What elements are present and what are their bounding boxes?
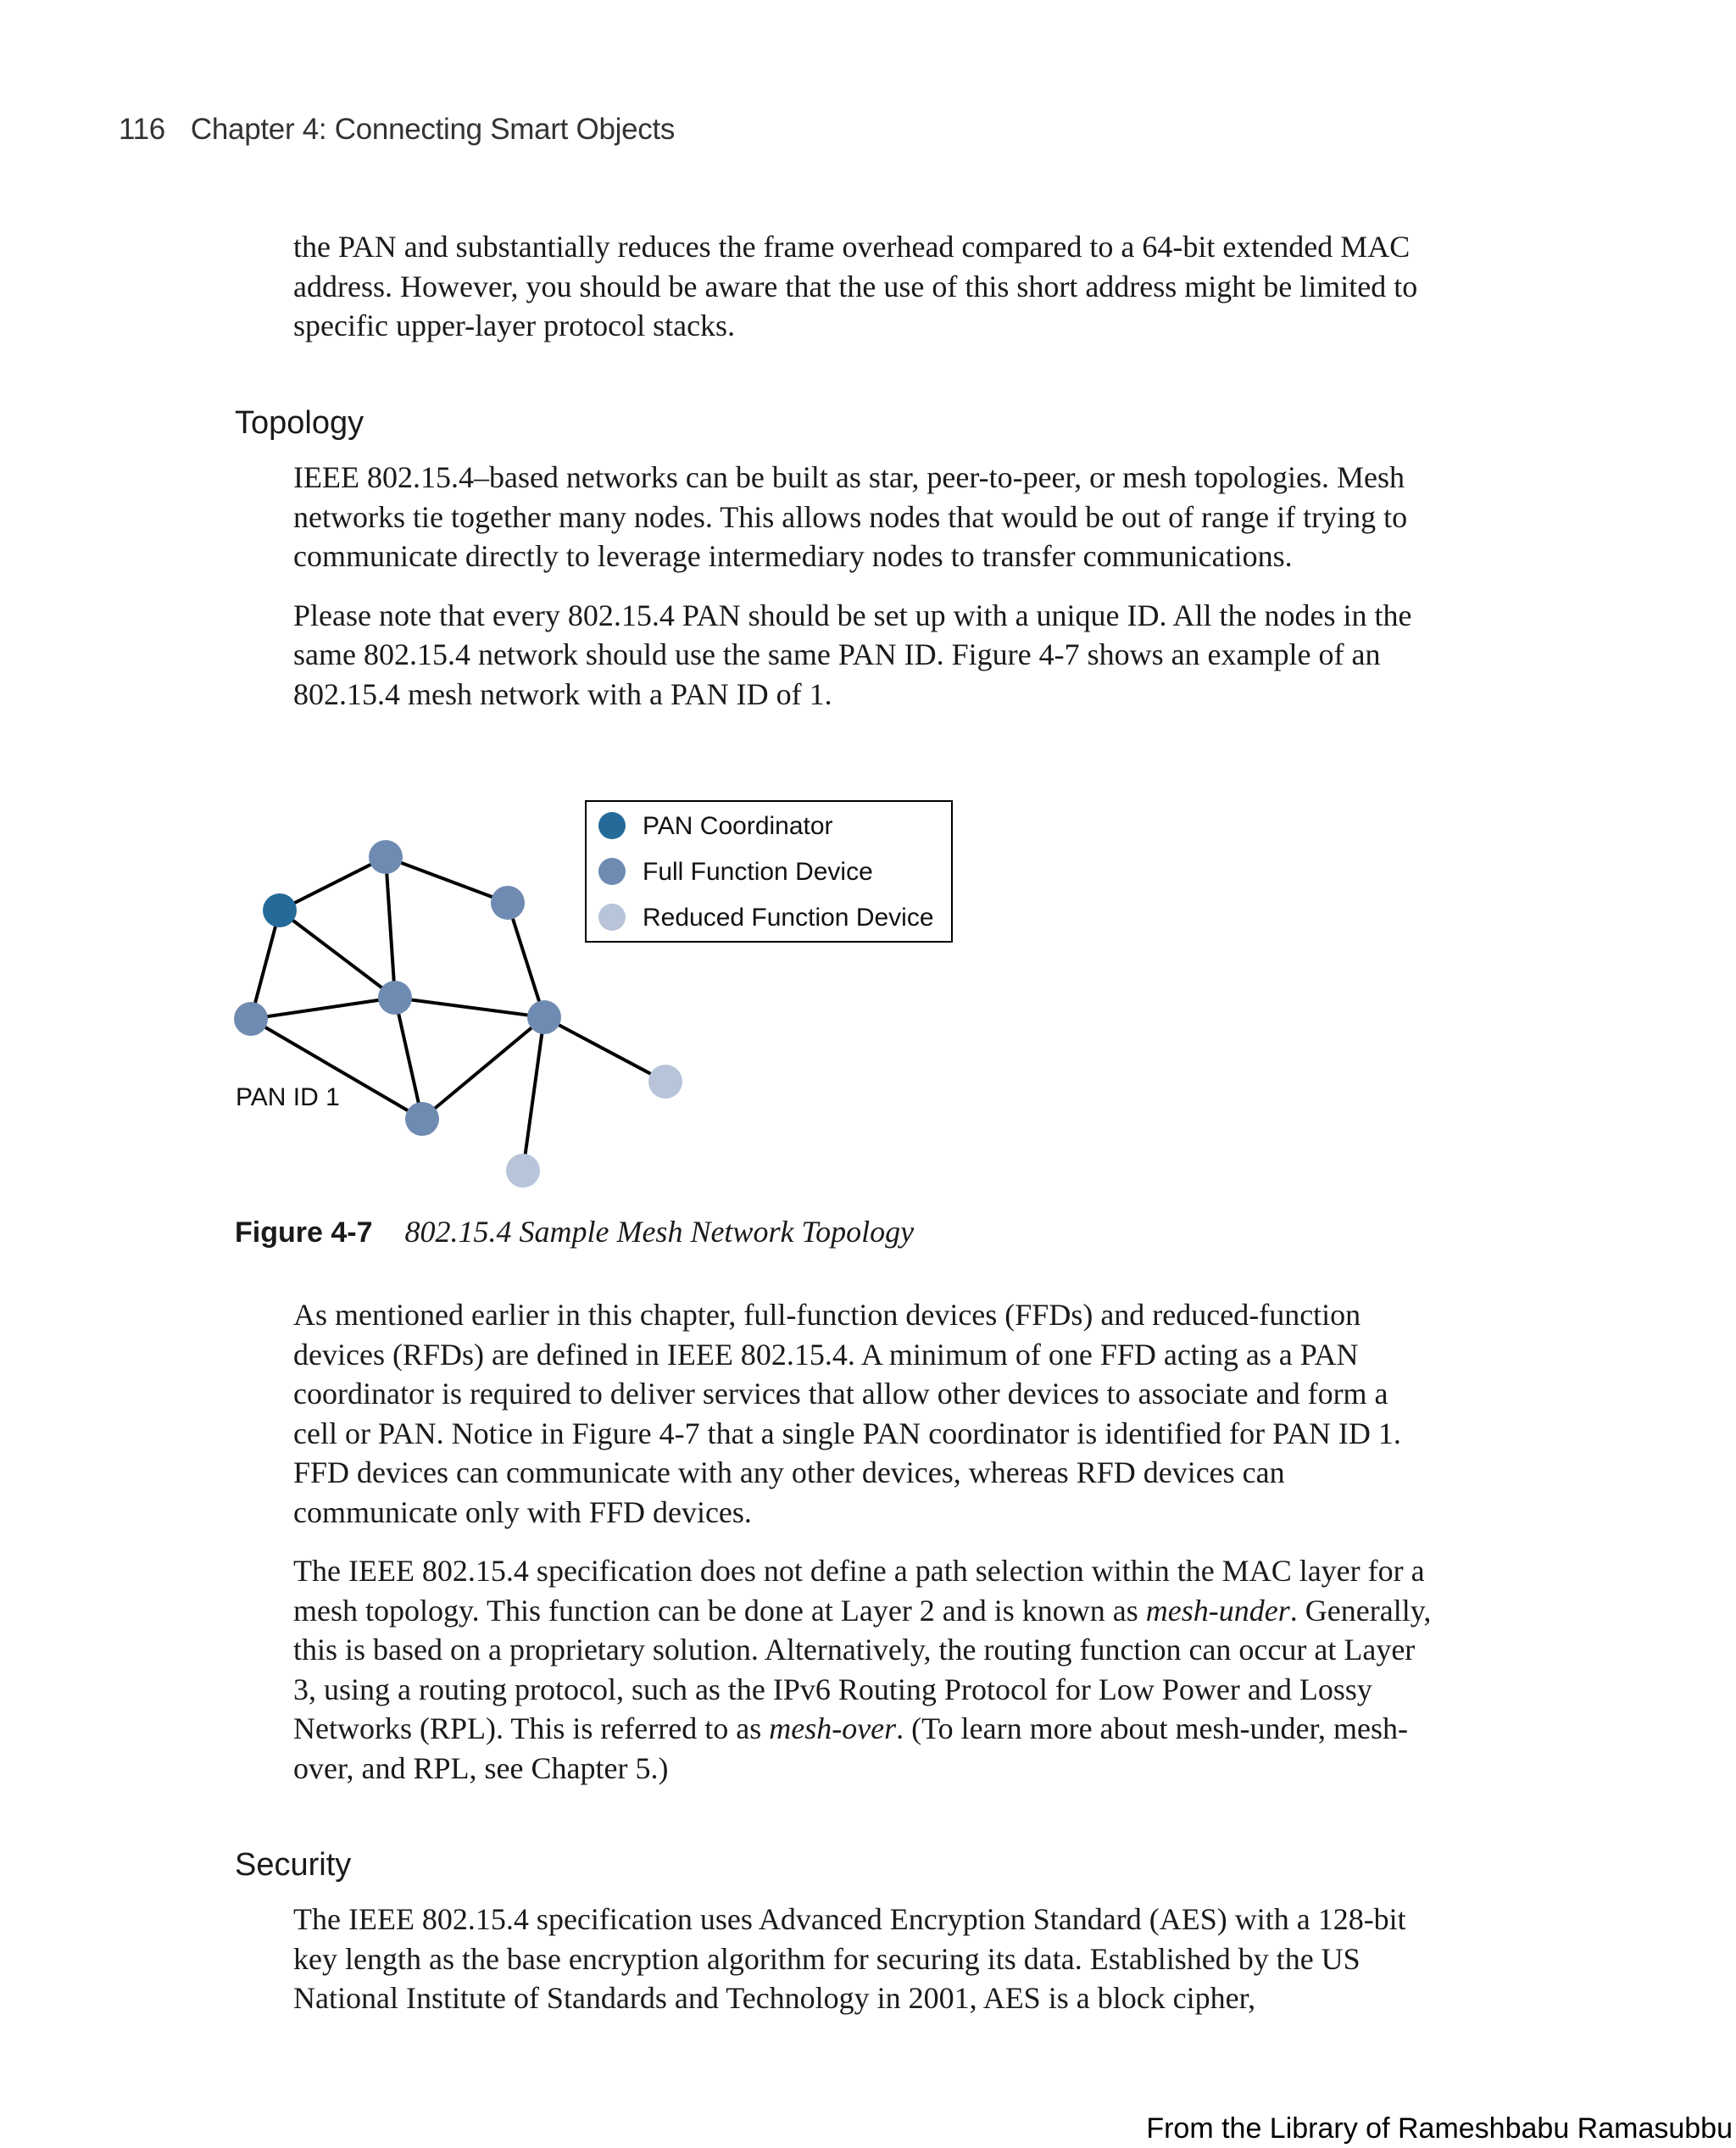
intro-paragraph: the PAN and substantially reduces the frame overhead compared to a 64-bit extended MAC address. However, you should be aware that the use of this short address might be limited to specific upper-layer protocol stacks. <box>293 230 1418 342</box>
link <box>395 998 422 1119</box>
link <box>523 1017 544 1171</box>
paragraph-text: . Generally, this is based on a proprietary solution. Alternatively, the routing function can occur at Layer 3, using a routing protocol, such as the IPv6 Routing Protocol for Low Power and Lossy Networks (RPL). This is referred to as <box>293 1593 1432 1745</box>
ffd-node <box>527 1000 561 1034</box>
legend-rfd-label: Reduced Function Device <box>643 904 934 932</box>
link <box>280 857 386 910</box>
security-paragraph-1: The IEEE 802.15.4 specification uses Advanced Encryption Standard (AES) with a 128-bit key length as the base encryption algorithm for securing its data. Established by the US National Institute of Standards and Technology in 2001, AES is a block cipher, <box>293 1902 1406 2015</box>
rfd-node <box>648 1065 682 1099</box>
link <box>508 903 544 1017</box>
link <box>395 998 544 1017</box>
paragraph-text: The IEEE 802.15.4 specification does not define a path selection within the MAC layer for a mesh topology. This function can be done at Layer 2 and is known as <box>293 1554 1425 1628</box>
ffd-node <box>234 1002 268 1036</box>
after-figure-paragraph-1: As mentioned earlier in this chapter, full-function devices (FFDs) and reduced-function devices (RFDs) are defined in IEEE 802.15.4. A minimum of one FFD acting as a PAN coordinator is required to deliver services that allow other devices to associate and form a cell or PAN. Notice in Figure 4-7 that a single PAN coordinator is identified for PAN ID 1. FFD devices can communicate with any other devices, whereas RFD devices can communicate only with FFD devices. <box>293 1298 1401 1529</box>
ffd-node <box>369 840 403 874</box>
figure-caption <box>235 1214 914 1249</box>
legend-coordinator-swatch <box>598 812 626 839</box>
pan-coordinator-node <box>263 893 297 927</box>
link <box>251 998 395 1019</box>
topology-paragraph-1: IEEE 802.15.4–based networks can be built as star, peer-to-peer, or mesh topologies. Mesh networks tie together many nodes. This allows nodes that would be out of range if trying to communicate directly to leverage intermediary nodes to transfer communications. <box>293 460 1408 573</box>
library-footer: From the Library of Rameshbabu Ramasubbu <box>1146 2112 1733 2145</box>
legend-rfd-swatch <box>598 904 626 931</box>
legend-coordinator-label: PAN Coordinator <box>643 812 833 840</box>
pan-id-label: PAN ID 1 <box>236 1083 340 1111</box>
link <box>386 857 508 903</box>
legend-ffd-label: Full Function Device <box>643 858 873 886</box>
figure-title: 802.15.4 Sample Mesh Network Topology <box>404 1215 915 1249</box>
rfd-node <box>506 1154 540 1188</box>
ffd-node <box>491 886 525 920</box>
link <box>386 857 395 998</box>
after-figure-paragraph-2 <box>293 1551 1438 1788</box>
paragraph-text: . (To learn more about mesh-under, mesh-over, and RPL, see Chapter 5.) <box>293 1711 1409 1785</box>
ffd-node <box>378 981 412 1015</box>
after-figure-block <box>293 1295 1438 1788</box>
legend-ffd-swatch <box>598 858 626 885</box>
legend <box>586 801 952 942</box>
security-heading: Security <box>235 1847 352 1883</box>
figure-label: Figure 4-7 <box>235 1216 373 1249</box>
security-paragraph-block <box>293 1900 1438 2018</box>
link <box>544 1017 665 1082</box>
chapter-title: Chapter 4: Connecting Smart Objects <box>190 113 676 146</box>
link <box>280 910 395 998</box>
link <box>422 1017 544 1119</box>
mesh-under-term: mesh-under <box>1145 1593 1290 1628</box>
topology-heading: Topology <box>235 405 364 441</box>
page-number: 116 <box>119 113 165 146</box>
ffd-node <box>405 1102 439 1136</box>
mesh-over-term: mesh-over <box>769 1711 897 1745</box>
topology-paragraph-2: Please note that every 802.15.4 PAN should be set up with a unique ID. All the nodes in the same 802.15.4 network should use the same PAN ID. Figure 4-7 shows an example of an 802.15.4 mesh network with a PAN ID of 1. <box>293 598 1412 711</box>
